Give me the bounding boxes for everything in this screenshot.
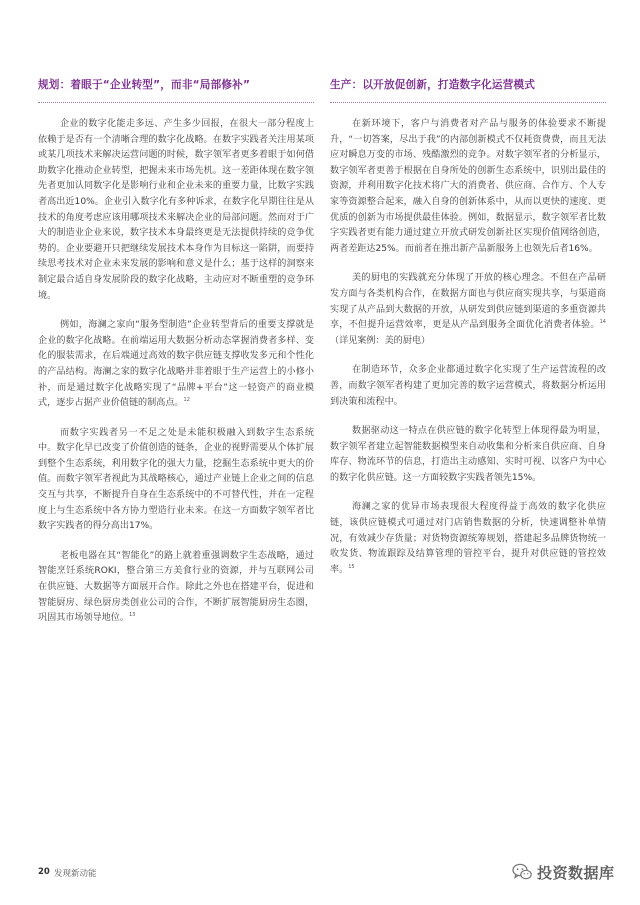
left-paragraph-3: 而数字实践者另一不足之处是未能积极融入到数字生态系统中。数字化早已改变了价值创造的链条，企业的视野需要从个体扩展到整个生态系统，利用数字化的强大力量，挖掘生态系统中更大的价值。而数字领军者视此为其战略核心，通过产业链上企业之间的信息交互与共享，不断提升自身在生态系统中的不可替代性，并在一定程度上与生态系统中各方协力塑造行业未来。在这一方面数字领军者比数字实践者的得分高出17%。 [38, 427, 314, 532]
wechat-icon [512, 863, 532, 881]
left-column [38, 78, 314, 641]
footnote-ref-12[interactable]: 12 [183, 397, 190, 404]
page-number: 20 [38, 867, 50, 877]
footnote-ref-15[interactable]: 15 [348, 563, 355, 570]
left-paragraph-1: 企业的数字化能走多远、产生多少回报，在很大一部分程度上依赖于是否有一个清晰合理的数字化战略。在数字实践者关注用某项或某几项技术来解决运营问题的时候，数字领军者更多着眼于如何借助数字化推动企业转型，把握未来市场先机。这一差距体现在数字领先者更加认同数字化是影响行业和企业未来的重要力量，比数字实践者高出近10%。企业引入数字化有多种诉求，在数字化早期往往是从技术的角度考虑应该用哪项技术来解决企业的局部问题。然而对于广大的制造业企业来说，数字技术本身最终更是无法提供持续的竞争优势的。企业要避开只把继续发展技术本身作为目标这一陷阱，而要持续思考技术对企业未来发展的影响和意义是什么；基于这样的洞察来制定最合适自身发展阶段的数字化战略，主动应对不断重塑的竞争环境。 [38, 119, 314, 301]
right-paragraph-2: 美的厨电的实践就充分体现了开放的核心理念。不但在产品研发方面与各类机构合作，在数据方面也与供应商实现共享，与渠道商实现了从产品到大数据的开放，从研发到供应链到渠道的多重资源共享，不但提升运营效率，更是从产品到服务全面优化消费者体验。$^{14}$（详见案例：美的厨电） [330, 273, 606, 346]
right-heading-divider [330, 102, 606, 103]
right-paragraph-4: 数据驱动这一特点在供应链的数字化转型上体现得最为明显，数字领军者建立起智能数据模型来自动收集和分析来自供应商、自身库存、物流环节的信息，打造出主动感知、实时可视、以客户为中心的数字化供应链。这一方面较数字实践者领先15%。 [330, 426, 606, 483]
right-column [330, 78, 606, 592]
left-heading-divider [38, 102, 314, 103]
left-paragraph-4: 老板电器在其“智能化”的路上就着重强调数字生态战略，通过智能烹饪系统ROKI，整合第三方美食行业的资源，并与互联网公司在供应链、大数据等方面展开合作。除此之外也在搭建平台，促进和智能厨房、绿色厨房类创业公司的合作，不断扩展智能厨房生态圈，巩固其市场领导地位。$^{13}$ [38, 550, 314, 624]
right-paragraph-5: 海澜之家的优异市场表现很大程度得益于高效的数字化供应链，该供应链模式可通过对门店销售数据的分析，快速调整补单情况，有效减少存货量；对货物资源统筹规划，搭建起多品牌货物统一收发货、物流跟踪及结算管理的管控平台，提升对供应链的管控效率。$^{15}$ [330, 502, 606, 575]
footnote-ref-14[interactable]: 14 [599, 319, 606, 326]
footer-section-title: 发现新动能 [54, 869, 97, 879]
watermark-text: 投资数据库 [537, 863, 615, 882]
right-section-heading: 生产：以开放促创新，打造数字化运营模式 [330, 79, 536, 91]
right-paragraph-3: 在制造环节，众多企业都通过数字化实现了生产运营流程的改善，而数字领军者构建了更加完善的数字运营模式，将数据分析运用到决策和流程中。 [330, 365, 606, 407]
left-section-heading: 规划：着眼于“企业转型”，而非“局部修补” [38, 79, 251, 91]
case-reference: （详见案例：美的厨电） [330, 335, 431, 346]
watermark [512, 858, 615, 886]
footnote-ref-13[interactable]: 13 [128, 612, 136, 619]
right-paragraph-1: 在新环境下，客户与消费者对产品与服务的体验要求不断提升，“一切答案，尽出于我”的内部创新模式不仅耗资费费，而且无法应对瞬息万变的市场、残酷激烈的竞争。对数字领军者的分析显示，数字领军者更善于根据在自身所处的创新生态系统中，识别出最佳的资源，并利用数字化技术将广大的消费者、供应商、合作方、个人专家等资源整合起来，融入自身的创新体系中，从而以更快的速度、更优质的创新为市场提供最佳体验。例如，数据显示，数字领军者比数字实践者更有能力通过建立开放式研发创新社区实现价值网络创造，两者差距达25%。而前者在推出新产品新服务上也领先后者16%。 [330, 119, 606, 254]
left-paragraph-2: 例如，海澜之家向“服务型制造”企业转型背后的重要支撑就是企业的数字化战略。在前端运用大数据分析动态掌握消费者多样、变化的服装需求，在后端通过高效的数字供应链支撑收发多元和个性化的产品结构。海澜之家的数字化战略并非着眼于生产运营上的小修小补，而是通过数字化战略实现了“品牌+平台”这一轻资产的商业模式，逐步占据产业价值链的制高点。$^{12}$ [38, 320, 314, 409]
